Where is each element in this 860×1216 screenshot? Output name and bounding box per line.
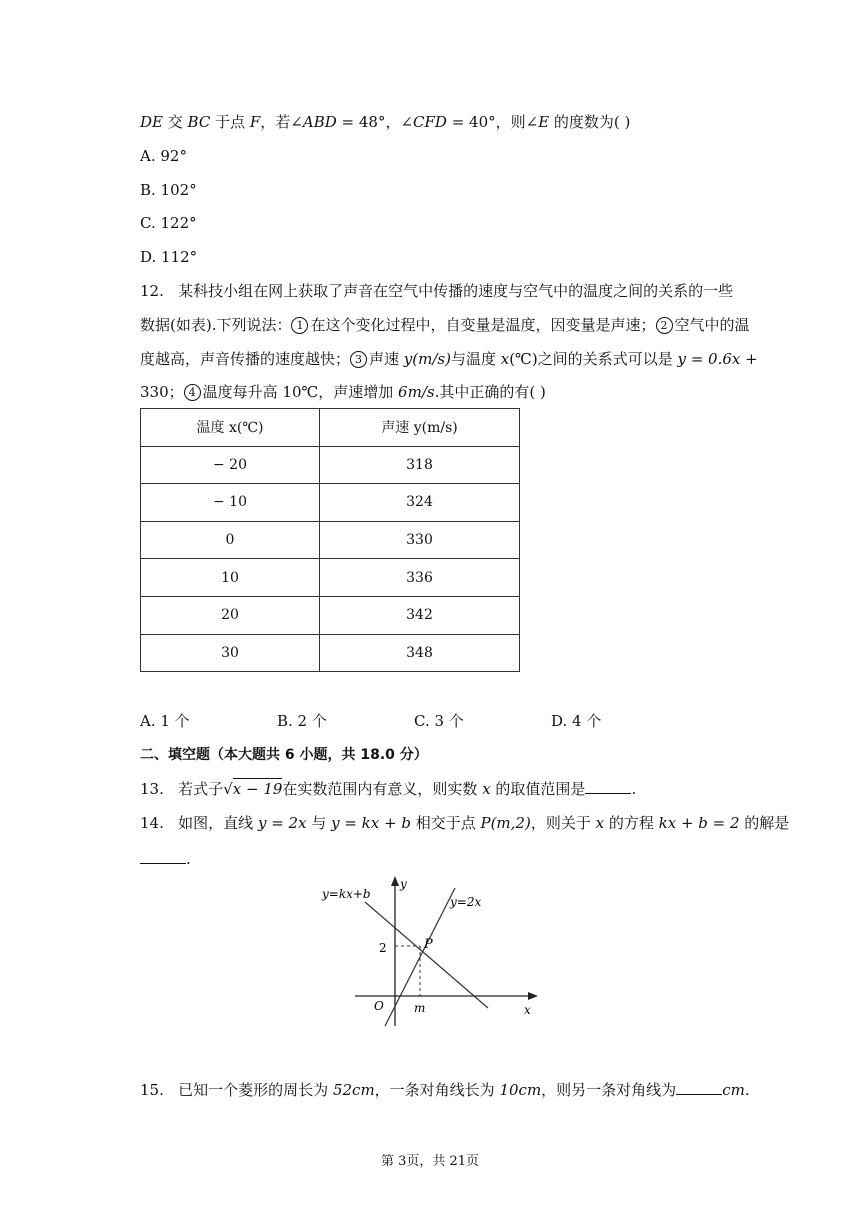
table-row <box>141 484 520 522</box>
line-intersection-figure <box>310 868 550 1028</box>
table-cell: 318 <box>320 446 520 484</box>
page-footer: 第 3页，共 21页 <box>380 1154 480 1169</box>
q12-option-b: B. 2 个 <box>277 712 327 730</box>
q12-option-c: C. 3 个 <box>414 712 464 730</box>
table-row <box>141 521 520 559</box>
radicand: x − 19 <box>232 780 283 798</box>
table-cell: 30 <box>141 634 320 672</box>
table-cell: 0 <box>141 521 320 559</box>
temperature-speed-table <box>140 408 520 672</box>
y-axis-arrow <box>391 876 399 886</box>
q11-option-d: D. 112° <box>140 248 198 266</box>
q11-option-a: A. 92° <box>140 147 187 165</box>
q11-option-b: B. 102° <box>140 181 197 199</box>
q15-stem: 15. 已知一个菱形的周长为 52cm，一条对角线长为 10cm，则另一条对角线为 cm. <box>140 1081 750 1099</box>
answer-blank[interactable] <box>676 1080 722 1095</box>
table-header-row <box>141 409 520 447</box>
line-y-kx-b <box>365 902 488 1008</box>
circled-3: 3 <box>350 351 367 368</box>
q14-stem: 14. 如图，直线 y = 2x 与 y = kx + b 相交于点 P(m,2)，则关于 x 的方程 kx + b = 2 的解是 <box>140 814 790 832</box>
table-cell: − 10 <box>141 484 320 522</box>
q11-stem-tail: DE 交 BC 于点 F，若∠ABD = 48°，∠CFD = 40°，则∠E 的度数为( ) <box>140 113 631 131</box>
circled-2: 2 <box>656 317 673 334</box>
table-row <box>141 596 520 634</box>
q12-line-2: 数据(如表).下列说法： 1 在这个变化过程中，自变量是温度，因变量是声速； 2 空气中的温 <box>140 316 750 334</box>
q12-line-3: 度越高，声音传播的速度越快； 3 声速 y(m/s)与温度 x(℃)之间的关系式可以是 y = 0.6x + <box>140 350 758 368</box>
label-m: m <box>414 1001 426 1015</box>
q12-option-d: D. 4 个 <box>551 712 602 730</box>
label-x: x <box>524 1003 531 1017</box>
table-cell: 10 <box>141 559 320 597</box>
circled-4: 4 <box>184 384 201 401</box>
answer-blank[interactable] <box>140 849 186 864</box>
q14-number: 14. <box>140 814 164 832</box>
label-line-kx-b: y=kx+b <box>322 887 371 901</box>
section-heading: 二、填空题（本大题共 6 小题，共 18.0 分） <box>140 747 428 763</box>
label-line-2x: y=2x <box>450 895 482 909</box>
table-cell: 342 <box>320 596 520 634</box>
table-cell: 20 <box>141 596 320 634</box>
q14-answer-line: . <box>140 849 191 869</box>
sqrt-symbol: √ <box>223 780 233 798</box>
q15-number: 15. <box>140 1081 164 1099</box>
q12-option-a: A. 1 个 <box>140 712 190 730</box>
answer-blank[interactable] <box>585 779 631 794</box>
circled-1: 1 <box>291 317 308 334</box>
header-speed: 声速 y(m/s) <box>320 409 520 447</box>
table-cell: 336 <box>320 559 520 597</box>
q11-option-c: C. 122° <box>140 214 197 232</box>
q12-line-1: 12. 某科技小组在网上获取了声音在空气中传播的速度与空气中的温度之间的关系的一些 <box>140 282 734 300</box>
q12-number: 12. <box>140 282 164 300</box>
q12-line-4: 330； 4 温度每升高 10℃，声速增加 6m/s.其中正确的有( ) <box>140 383 546 401</box>
header-temperature: 温度 x(℃) <box>141 409 320 447</box>
q13-number: 13. <box>140 780 164 798</box>
x-axis-arrow <box>528 992 538 1000</box>
table-cell: − 20 <box>141 446 320 484</box>
table-cell: 330 <box>320 521 520 559</box>
table-row <box>141 446 520 484</box>
label-origin: O <box>374 999 384 1013</box>
label-two: 2 <box>379 941 387 955</box>
table-row <box>141 559 520 597</box>
label-y: y <box>400 877 407 891</box>
label-point-p: P <box>424 937 433 952</box>
table-row <box>141 634 520 672</box>
table-cell: 324 <box>320 484 520 522</box>
q13-stem: 13. 若式子√x − 19在实数范围内有意义，则实数 x 的取值范围是 . <box>140 780 637 798</box>
table-cell: 348 <box>320 634 520 672</box>
